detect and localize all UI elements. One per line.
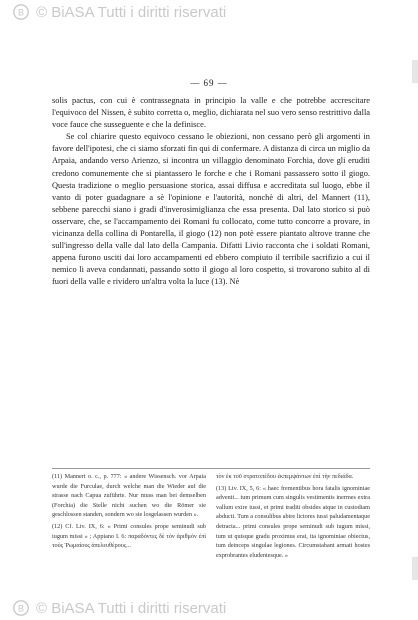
footnote-divider xyxy=(52,468,370,469)
footnote: (11) Mannert o. c., p. 777: « andere Wissensch. vor Arpaia wurde die Furculae, durch welche man die Wieder auf die strasse nach Capua zuführte. Nur muss man bei demselben (Forchia) die Stelle nicht suchen wo die Römer sie geschlossen standen, sondern wo sie losgelassen wurden ». xyxy=(52,473,206,519)
svg-text:B: B xyxy=(17,7,25,18)
footnote: (12) Cf. Liv. IX, 6: « Primi consules prope seminudi sub iugum missi » ; Appiano I. 6: παραδόντες δὲ τὸν ἀριθμὸν ἐπὶ τοὺς Ῥωμαίους ἀπελευθέρους... xyxy=(52,522,206,550)
paragraph: Se col chiarire questo equivoco cessano le obiezioni, non cessano però gli argomenti in favore dell'ipotesi, che ci siamo sforzati fin qui di confermare. A distanza di circa un miglio da Arpaia, andando verso Arienzo, si incontra un villaggio denominato Forchia, dove gli eruditi credono comunemente che si piantassero le forche e che i Romani passassero sotto il giogo. Questa tradizione o meglio persuasione storica, assai diffusa e accreditata sul luogo, ebbe il vanto di poter guadagnare a sè l'opinione e l'autorità, nonchè di altri, del Mannert (11), sebbene parecchi siano i gradi d'inverosimiglianza che essa presenta. Dal lato storico si può osservare, che, se l'accampamento dei Romani fu collocato, come tutto concorre a provare, in vicinanza della collina di Pontarella, il giogo (12) non potè essere piantato altrove tranne che sull'ingresso della valle dal lato della Campania. Difatti Livio racconta che i soldati Romani, appena furono usciti dai loro accampamenti ed ebbero compiuto il terribile sacrifizio a cui il nemico li aveva condannati, passando sotto il giogo al loro cospetto, si trovarono subito al di fuori della valle e rividero un'altra volta la luce (13). Nè xyxy=(52,132,370,287)
watermark-logo-icon xyxy=(12,3,30,21)
watermark-logo-icon xyxy=(12,599,30,617)
page-number: — 69 — xyxy=(190,78,228,88)
footnote-column-left xyxy=(52,472,206,562)
main-text xyxy=(52,95,370,289)
footnotes xyxy=(52,472,370,562)
footnote-column-right xyxy=(216,472,370,562)
watermark-banner-top xyxy=(0,0,418,24)
watermark-banner-bottom xyxy=(0,596,418,620)
footnote: τὸν ἐκ τοῦ στρατοπέδου ἐκπεμψάντων ἐπὶ τὴν πεδιάδα. xyxy=(216,473,354,480)
footnote: (13) Liv. IX, 5, 6: « haec frementibus hora fatalis ignominiae advenit... tum primum cum singulis vestimentis inermes extra vallum exire iussi, et primi traditi obsides atque in custodiam abducti. Tum a consulibus abire lictores iussi paludamentaque detracta... primi consules prope seminudi sub iugum missi, tum ut quisque gradu proximus erat, ita ignominiae obiectus, tum deinceps singulae legiones. Circumstabant armati hostes exprobrantes eludentesque. » xyxy=(216,484,370,559)
svg-text:B: B xyxy=(17,603,25,614)
watermark-text: © BiASA Tutti i diritti riservati xyxy=(36,599,227,617)
watermark-text: © BiASA Tutti i diritti riservati xyxy=(36,3,227,21)
paragraph: solis pactus, con cui è contrassegnata in principio la valle e che potrebbe accrescitare l'equivoco del Nissen, è subito corretta o, meglio, dichiarata nel suo vero senso restrittivo dalla voce fauce che susseguente e che la definisce. xyxy=(52,96,370,130)
